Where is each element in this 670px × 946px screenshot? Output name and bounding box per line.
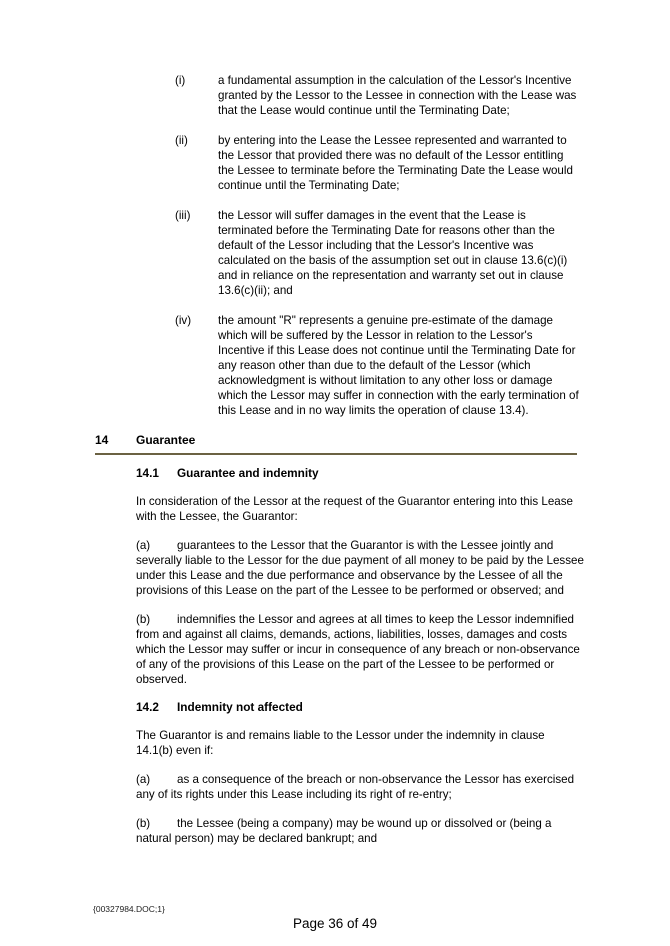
- item-marker: (ii): [175, 134, 188, 147]
- clause-item: [136, 772, 584, 802]
- item-marker: (a): [136, 773, 151, 786]
- clause-number: 14.1: [136, 466, 159, 480]
- item-text: the amount "R" represents a genuine pre-estimate of the damage which will be suffered by the Lessor in relation to the Lessor's Incentive if this Lease does not continue until the Terminating Date for any reason other than due to the default of the Lessor (which acknowledgment is without limitation to any other loss or damage which the Lessor may suffer in connection with the early termination of this Lease and in no way limits the operation of clause 13.4).: [218, 314, 579, 417]
- item-text: the Lessor will suffer damages in the event that the Lease is terminated before the Terminating Date for reasons other than the default of the Lessor including that the Lessor's Incentive was calculated on the basis of the assumption set out in clause 13.6(c)(i) and in reliance on the representation and warranty set out in clause 13.6(c)(ii); and: [218, 209, 568, 297]
- item-text: as a consequence of the breach or non-observance the Lessor has exercised any of its rights under this Lease including its right of re-entry;: [136, 773, 575, 801]
- list-item: [175, 73, 582, 118]
- item-text: by entering into the Lease the Lessee represented and warranted to the Lessor that provided there was no default of the Lessor entitling the Lessee to terminate before the Terminating Date the Lease would continue until the Terminating Date;: [218, 134, 573, 192]
- footer-doc-ref: {00327984.DOC;1}: [93, 904, 165, 914]
- item-marker: (i): [175, 74, 186, 87]
- clause-heading-14-2: [136, 700, 584, 715]
- item-marker: (iii): [175, 209, 191, 222]
- item-text: the Lessee (being a company) may be wound up or dissolved or (being a natural person) may be declared bankrupt; and: [136, 817, 552, 845]
- item-marker: (b): [136, 613, 151, 626]
- clause-title: Guarantee and indemnity: [177, 466, 319, 480]
- item-marker: (a): [136, 539, 151, 552]
- clause-number: 14.2: [136, 700, 159, 714]
- section-title: Guarantee: [136, 433, 196, 447]
- clause-item: [136, 816, 584, 846]
- item-marker: (b): [136, 817, 151, 830]
- section-number: 14: [95, 433, 109, 447]
- list-item: [175, 313, 582, 418]
- clause-item: [136, 538, 584, 598]
- list-item: [175, 208, 582, 298]
- clause-title: Indemnity not affected: [177, 700, 303, 714]
- item-text: guarantees to the Lessor that the Guarantor is with the Lessee jointly and severally liable to the Lessor for the due payment of all money to be paid by the Lessee under this Lease and the due performance and observance by the Lessee of all the provisions of this Lease on the part of the Lessee to be performed or observed; and: [136, 539, 584, 597]
- item-marker: (iv): [175, 314, 192, 327]
- paragraph: In consideration of the Lessor at the request of the Guarantor entering into this Lease with the Lessee, the Guarantor:: [136, 495, 573, 523]
- paragraph: The Guarantor is and remains liable to the Lessor under the indemnity in clause 14.1(b) even if:: [136, 729, 545, 757]
- item-text: indemnifies the Lessor and agrees at all times to keep the Lessor indemnified from and against all claims, demands, actions, liabilities, losses, damages and costs which the Lessor may suffer or incur in consequence of any breach or non-observance of any of the provisions of this Lease on the part of the Lessee to be performed or observed.: [136, 613, 580, 686]
- clause-heading-14-1: [136, 466, 584, 481]
- section-heading-guarantee: [95, 433, 577, 455]
- item-text: a fundamental assumption in the calculation of the Lessor's Incentive granted by the Lessor to the Lessee in connection with the Lease was that the Lease would continue until the Terminating Date;: [218, 74, 577, 117]
- list-item: [175, 133, 582, 193]
- clause-item: [136, 612, 584, 687]
- footer-page-number: Page 36 of 49: [292, 916, 378, 931]
